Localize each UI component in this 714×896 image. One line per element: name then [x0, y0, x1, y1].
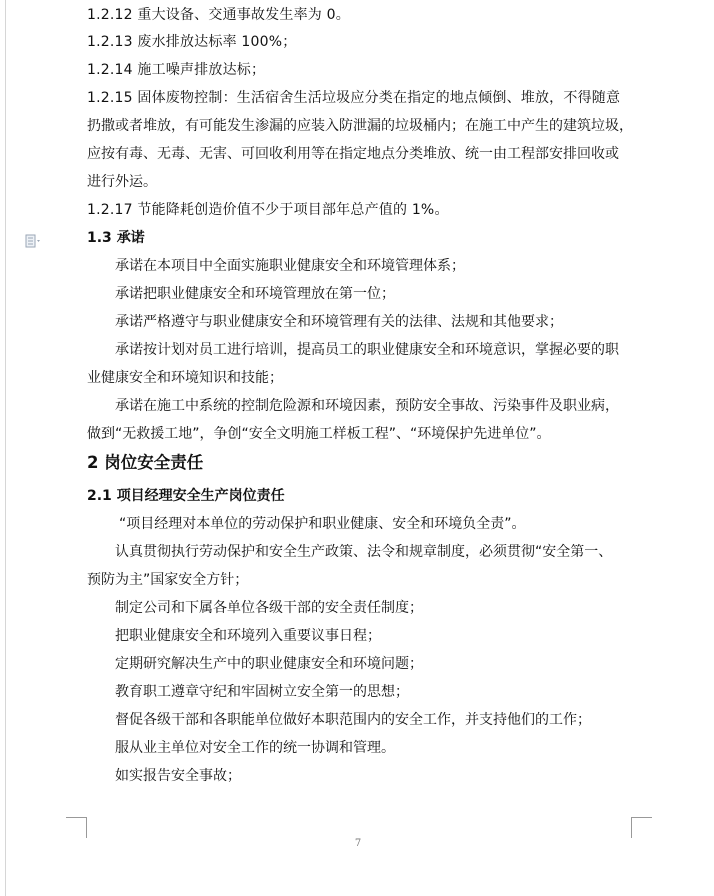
item-1-2-17: 1.2.17 节能降耗创造价值不少于项目部年总产值的 1%。 [87, 202, 449, 218]
page-left-edge [5, 0, 6, 896]
page-corner-mark-left [66, 817, 87, 838]
item-1-2-15-line-3: 应按有毒、无毒、无害、可回收利用等在指定地点分类堆放、统一由工程部安排回收或 [87, 146, 619, 162]
duty-5: 教育职工遵章守纪和牢固树立安全第一的思想； [115, 684, 409, 700]
commitment-4: 承诺按计划对员工进行培训，提高员工的职业健康安全和环境意识，掌握必要的职 [115, 342, 619, 358]
duty-1-cont: 预防为主”国家安全方针； [87, 572, 249, 588]
duty-4: 定期研究解决生产中的职业健康安全和环境问题； [115, 656, 423, 672]
item-1-2-12: 1.2.12 重大设备、交通事故发生率为 0。 [87, 7, 350, 23]
page-number: 7 [354, 838, 362, 849]
section-1-3-title: 承诺 [116, 230, 145, 246]
duty-8: 如实报告安全事故； [115, 768, 241, 784]
paragraph-menu-icon[interactable] [25, 234, 41, 248]
duty-6: 督促各级干部和各职能单位做好本职范围内的安全工作，并支持他们的工作； [115, 712, 591, 728]
item-1-2-14: 1.2.14 施工噪声排放达标； [87, 62, 266, 78]
commitment-5-cont: 做到“无救援工地”，争创“安全文明施工样板工程”、“环境保护先进单位”。 [87, 426, 551, 442]
duty-3: 把职业健康安全和环境列入重要议事日程； [115, 628, 381, 644]
section-2-heading: 2 岗位安全责任 [87, 453, 204, 472]
section-1-3-number: 1.3 [87, 230, 112, 246]
commitment-1: 承诺在本项目中全面实施职业健康安全和环境管理体系； [115, 258, 465, 274]
duty-statement: “项目经理对本单位的劳动保护和职业健康、安全和环境负全责”。 [119, 516, 526, 532]
item-1-2-13: 1.2.13 废水排放达标率 100%； [87, 34, 297, 50]
section-2-1-heading [87, 487, 285, 505]
page-corner-mark-right [631, 817, 652, 838]
commitment-3: 承诺严格遵守与职业健康安全和环境管理有关的法律、法规和其他要求； [115, 314, 563, 330]
commitment-4-cont: 业健康安全和环境知识和技能； [87, 370, 283, 386]
section-2-1-title: 项目经理安全生产岗位责任 [116, 488, 285, 504]
item-1-2-15-line-2: 扔撒或者堆放，有可能发生渗漏的应装入防泄漏的垃圾桶内；在施工中产生的建筑垃圾， [87, 118, 633, 134]
item-1-2-15-line-4: 进行外运。 [87, 174, 157, 190]
item-1-2-15: 1.2.15 固体废物控制：生活宿舍生活垃圾应分类在指定的地点倾倒、堆放，不得随意 [87, 90, 621, 106]
duty-2: 制定公司和下属各单位各级干部的安全责任制度； [115, 600, 423, 616]
section-1-3-heading [87, 229, 145, 247]
section-2-1-number: 2.1 [87, 488, 112, 504]
commitment-2: 承诺把职业健康安全和环境管理放在第一位； [115, 286, 395, 302]
commitment-5: 承诺在施工中系统的控制危险源和环境因素，预防安全事故、污染事件及职业病， [115, 398, 619, 414]
duty-7: 服从业主单位对安全工作的统一协调和管理。 [115, 740, 395, 756]
duty-1: 认真贯彻执行劳动保护和安全生产政策、法令和规章制度，必须贯彻“安全第一、 [115, 544, 613, 560]
